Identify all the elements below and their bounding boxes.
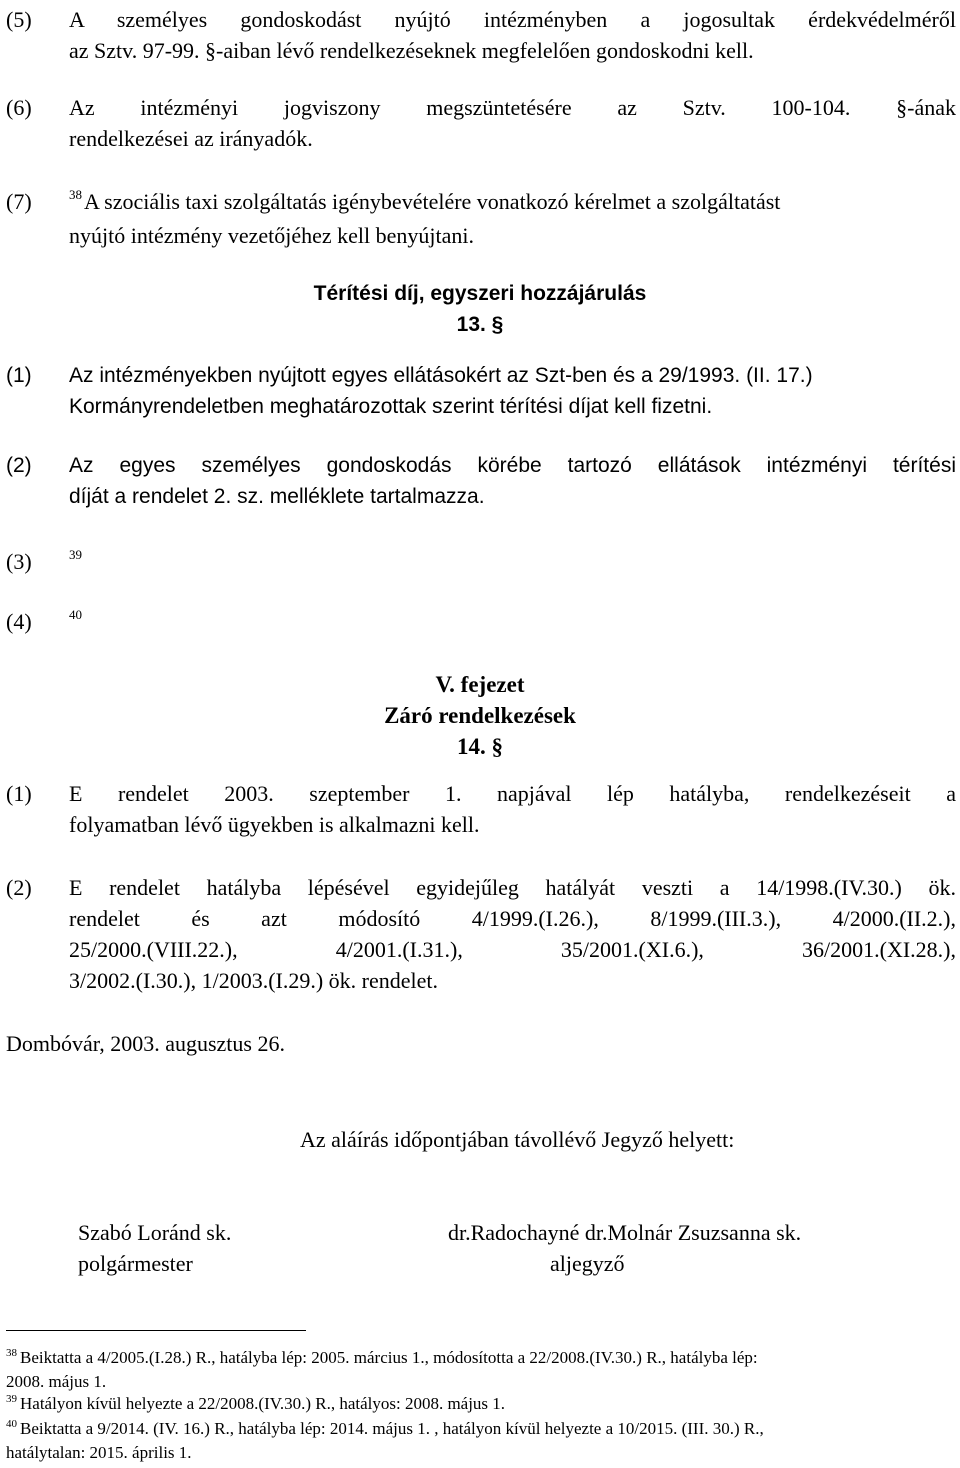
footnote-39 <box>6 1393 956 1417</box>
paragraph-line: folyamatban lévő ügyekben is alkalmazni kell. <box>69 812 480 837</box>
paragraph-number: (3) <box>6 549 32 574</box>
footnote-38 <box>6 1347 956 1392</box>
paragraph-number: (2) <box>6 875 32 900</box>
paragraph-number: (7) <box>6 189 32 214</box>
signature-right-name: dr.Radochayné dr.Molnár Zsuzsanna sk. <box>448 1220 802 1245</box>
substitute-note: Az aláírás időpontjában távollévő Jegyző helyett: <box>300 1127 735 1152</box>
footnote-text: hatálytalan: 2015. április 1. <box>6 1443 192 1462</box>
footnote-text: Beiktatta a 9/2014. (IV. 16.) R., hatályba lép: 2014. május 1. , hatályon kívül helyezte a 10/2015. (III. 30.) R., <box>20 1419 764 1438</box>
paragraph-line: rendelkezései az irányadók. <box>69 126 313 151</box>
paragraph-line: Az intézményi jogviszony megszüntetésére az Sztv. 100-104. §-ának <box>69 95 956 120</box>
signature-left-title: polgármester <box>78 1251 193 1276</box>
footnote-separator <box>6 1330 306 1331</box>
paragraph-line: E rendelet 2003. szeptember 1. napjával lép hatályba, rendelkezéseit a <box>69 781 956 806</box>
paragraph-number: (1) <box>6 364 32 387</box>
paragraph-line: E rendelet hatályba lépésével egyidejűleg hatályát veszti a 14/1998.(IV.30.) ök. <box>69 875 956 900</box>
footnote-text: Hatályon kívül helyezte a 22/2008.(IV.30.) R., hatályos: 2008. május 1. <box>20 1394 506 1413</box>
footnote-text: 2008. május 1. <box>6 1372 107 1391</box>
signature-right-title: aljegyző <box>550 1251 625 1276</box>
paragraph-line: Az intézményekben nyújtott egyes ellátásokért az Szt-ben és a 29/1993. (II. 17.) <box>69 364 813 387</box>
paragraph-line: nyújtó intézmény vezetőjéhez kell benyújtani. <box>69 223 475 248</box>
paragraph-number: (4) <box>6 609 32 634</box>
signature-left-name: Szabó Loránd sk. <box>78 1220 232 1245</box>
section-number: 14. § <box>457 734 503 759</box>
footnote-number: 40 <box>6 1418 17 1430</box>
footnote-ref: 39 <box>69 547 82 562</box>
paragraph-line: Az egyes személyes gondoskodás körébe tartozó ellátások intézményi térítési <box>69 454 956 477</box>
paragraph-line: díját a rendelet 2. sz. melléklete tartalmazza. <box>69 485 485 508</box>
footnote-number: 39 <box>6 1393 17 1405</box>
chapter-title: Záró rendelkezések <box>384 703 576 728</box>
section-heading: Térítési díj, egyszeri hozzájárulás <box>313 282 647 305</box>
paragraph-line: Kormányrendeletben meghatározottak szerint térítési díjat kell fizetni. <box>69 395 713 418</box>
footnote-ref: 40 <box>69 607 82 622</box>
footnote-40 <box>6 1418 956 1463</box>
paragraph-line: A szociális taxi szolgáltatás igénybevételére vonatkozó kérelmet a szolgáltatást <box>84 189 781 214</box>
paragraph-line: A személyes gondoskodást nyújtó intézményben a jogosultak érdekvédelméről <box>69 7 956 32</box>
footnote-number: 38 <box>6 1347 17 1359</box>
paragraph-number: (5) <box>6 7 32 32</box>
place-date: Dombóvár, 2003. augusztus 26. <box>6 1031 285 1056</box>
paragraph-line: rendelet és azt módosító 4/1999.(I.26.), 8/1999.(III.3.), 4/2000.(II.2.), <box>69 906 956 931</box>
paragraph-line: 25/2000.(VIII.22.), 4/2001.(I.31.), 35/2001.(XI.6.), 36/2001.(XI.28.), <box>69 937 956 962</box>
paragraph-line: az Sztv. 97-99. §-aiban lévő rendelkezéseknek megfelelően gondoskodni kell. <box>69 38 754 63</box>
paragraph-line: 3/2002.(I.30.), 1/2003.(I.29.) ök. rendelet. <box>69 968 439 993</box>
chapter-heading: V. fejezet <box>435 672 525 697</box>
paragraph-number: (1) <box>6 781 32 806</box>
paragraph-number: (2) <box>6 454 32 477</box>
section-number: 13. § <box>456 313 504 336</box>
paragraph-number: (6) <box>6 95 32 120</box>
footnote-ref: 38 <box>69 187 82 202</box>
footnote-text: Beiktatta a 4/2005.(I.28.) R., hatályba lép: 2005. március 1., módosította a 22/2008.(IV.30.) R., hatályba lép: <box>20 1348 758 1367</box>
